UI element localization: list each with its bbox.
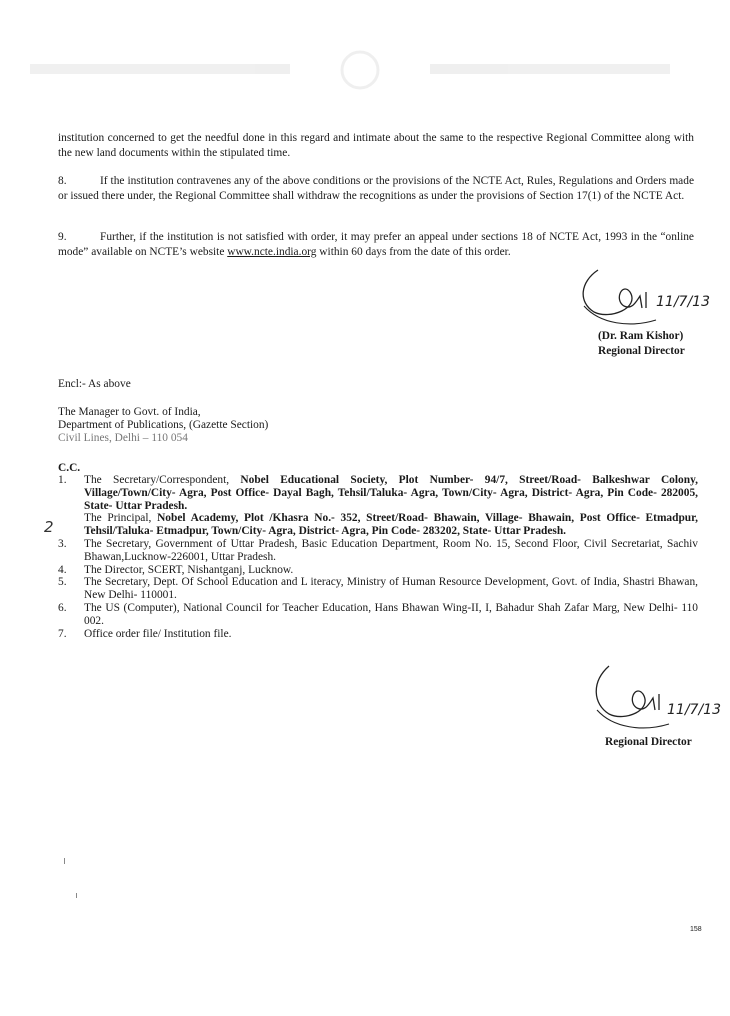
signature-2-scrawl (585, 660, 721, 742)
signature-1-date: 11/7/13 (656, 294, 710, 310)
cc-item-address: Nobel Academy, Plot /Khasra No.- 352, Street/Road- Bhawain, Village- Bhawain, Post Office- Etmadpur, Tehsil/Taluka- Etmadpur, Town/City- Agra, District- Agra, Pin Code- 283202, State- Uttar Pradesh. (84, 512, 698, 538)
cc-item-number: 5. (58, 576, 67, 589)
scan-speck (64, 858, 65, 864)
cc-item-number: 6. (58, 601, 67, 614)
cc-heading: C.C. (58, 462, 81, 474)
cc-item-recipient: Office order file/ Institution file. (84, 627, 232, 640)
cc-item-number: 7. (58, 627, 67, 640)
cc-item-text (84, 602, 698, 628)
cc-item-text (84, 538, 698, 564)
cc-item-number: 1. (58, 474, 67, 486)
cc-list (58, 474, 698, 640)
signature-2-title: Regional Director (605, 736, 692, 748)
cc-item (58, 564, 698, 577)
cc-item-recipient: The Secretary, Dept. Of School Education and L iteracy, Ministry of Human Resource Development, Govt. of India, Shastri Bhawan, New Delhi- 110001. (84, 576, 698, 602)
cc-item-recipient: The Secretary/Correspondent, (84, 474, 241, 486)
cc-item-recipient: The Secretary, Government of Uttar Pradesh, Basic Education Department, Room No. 15, Second Floor, Civil Secretariat, Sachiv Bhawan,Lucknow-226001, Uttar Pradesh. (84, 537, 698, 563)
cc-item-text (84, 564, 698, 577)
cc-item (58, 576, 698, 602)
cc-item (58, 474, 698, 512)
cc-item-recipient: The Director, SCERT, Nishantganj, Lucknow. (84, 563, 294, 576)
addressee-line-2: Department of Publications, (Gazette Section) (58, 419, 269, 431)
cc-item-number: 4. (58, 563, 67, 576)
paragraph-9-number: 9. (58, 231, 67, 243)
signature-1-block (598, 329, 708, 359)
cc-item (58, 602, 698, 628)
addressee-line-1: The Manager to Govt. of India, (58, 406, 201, 418)
cc-item (58, 538, 698, 564)
cc-item-number: 3. (58, 537, 67, 550)
paragraph-8-number: 8. (58, 175, 67, 187)
signature-2-date: 11/7/13 (667, 702, 721, 718)
paragraph-continuation-text: institution concerned to get the needful done in this regard and intimate about the same to the respective Regional Committee along with the new land documents within the stipulated time. (58, 132, 694, 159)
addressee-line-3: Civil Lines, Delhi – 110 054 (58, 432, 188, 444)
cc-item-number (58, 512, 84, 538)
cc-item-text (84, 512, 698, 538)
paragraph-8 (58, 174, 694, 204)
cc-item (58, 512, 698, 538)
cc-item-recipient: The Principal, (84, 512, 158, 525)
ncte-website-link[interactable]: www.ncte.india.org (227, 246, 317, 258)
signatory-title: Regional Director (598, 345, 685, 357)
signatory-name: (Dr. Ram Kishor) (598, 330, 684, 342)
paragraph-continuation (58, 131, 694, 161)
faint-header-watermark (30, 50, 700, 90)
paragraph-8-text: If the institution contravenes any of the above conditions or the provisions of the NCTE Act, Rules, Regulations and Orders made or issued there under, the Regional Committee shall withdraw the recognitions as under the provisions of Section 17(1) of the NCTE Act. (58, 175, 694, 202)
cc-item-text (84, 474, 698, 512)
cc-item (58, 628, 698, 641)
cc-item-text (84, 628, 698, 641)
paragraph-9-text: Further, if the institution is not satisfied with order, it may prefer an appeal under sections 18 of NCTE Act, 1993 in the “online mode” available on NCTE’s website (58, 231, 694, 258)
page-number: 158 (690, 926, 702, 933)
cc-item-address: Nobel Educational Society, Plot Number- 94/7, Street/Road- Balkeshwar Colony, Village/Town/City- Agra, Post Office- Dayal Bagh, Tehsil/Taluka- Agra, Town/City- Agra, District- Agra, Pin Code- 282005, State- Uttar Pradesh. (84, 474, 698, 512)
cc-item-recipient: The US (Computer), National Council for Teacher Education, Hans Bhawan Wing-II, I, Bahadur Shah Zafar Marg, New Delhi- 110 002. (84, 601, 698, 627)
handwritten-mark: 2 (44, 518, 54, 536)
cc-item-text (84, 576, 698, 602)
paragraph-9-text-end: within 60 days from the date of this order. (316, 246, 511, 258)
paragraph-9 (58, 230, 694, 260)
addressee-block (58, 406, 458, 445)
enclosure-note: Encl:- As above (58, 378, 131, 390)
scan-speck (76, 893, 77, 898)
